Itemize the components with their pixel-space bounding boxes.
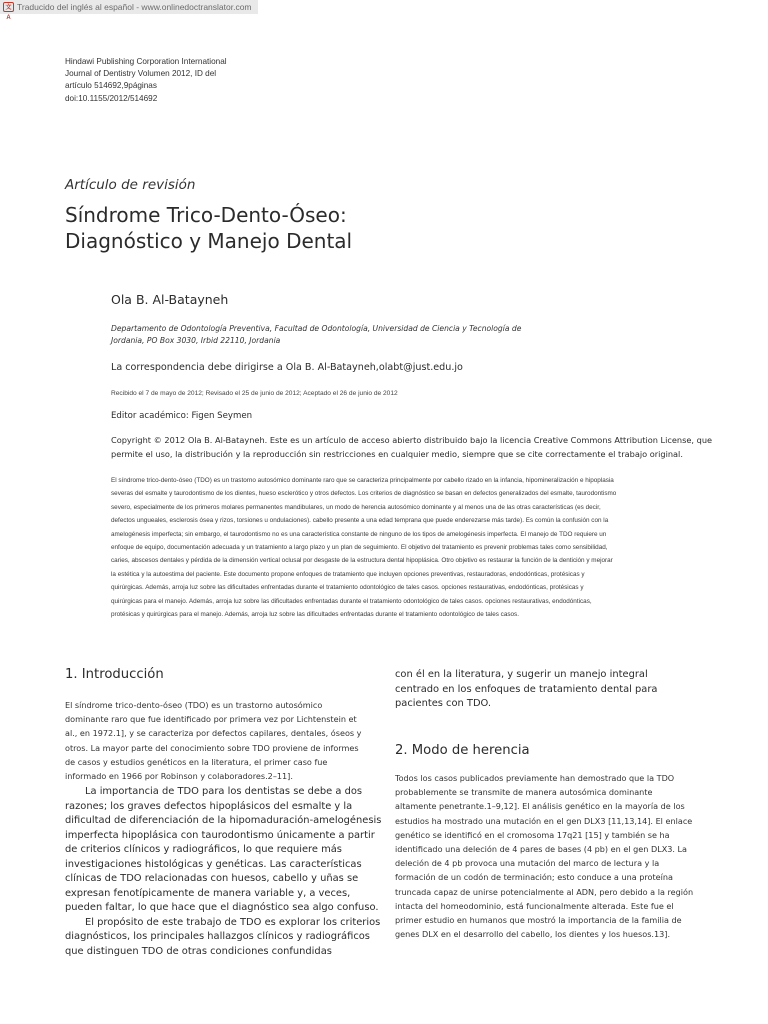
affiliation-line: Departamento de Odontología Preventiva, Facultad de Odontología, Universidad de Ciencia y Tecnología de xyxy=(111,324,522,333)
intro-paragraph-2 xyxy=(65,785,385,959)
article-dates: Recibido el 7 de mayo de 2012; Revisado el 25 de junio de 2012; Aceptado el 26 de junio de 2012 xyxy=(111,390,398,397)
paragraph-line: El síndrome trico-dento-óseo (TDO) es un trastorno autosómico xyxy=(65,700,323,710)
paragraph-line: intacta del homeodominio, está funcionalmente alterada. Este fue el xyxy=(395,900,674,911)
paragraph-line: primer estudio en humanos que mostró la importancia de la familia de xyxy=(395,915,682,926)
author-name: Ola B. Al-Batayneh xyxy=(111,292,229,307)
paragraph-line: dificultad de diferenciación de la hipomaduración-amelogénesis xyxy=(65,815,382,826)
paragraph-line: deleción de 4 pb provoca una mutación del marco de lectura y la xyxy=(395,858,660,869)
section-heading-introduction: 1. Introducción xyxy=(65,667,164,682)
translator-banner-text: Traducido del inglés al español - www.onlinedoctranslator.com xyxy=(17,2,252,12)
paragraph-line: clínicas de TDO relacionadas con huesos, cabello y uñas se xyxy=(65,873,359,884)
abstract-line: amelogénesis imperfecta; sin embargo, el taurodontismo no es una característica constante de ninguno de los tipos de amelogénesis imperfecta. El manejo de TDO requiere un xyxy=(111,530,607,538)
paragraph-line: dominante raro que fue identificado por primera vez por Lichtenstein et xyxy=(65,714,357,725)
author-affiliation xyxy=(111,323,551,346)
intro-continuation xyxy=(395,668,715,712)
paragraph-line: truncada capaz de unirse potencialmente al ADN, pero debido a la región xyxy=(395,886,694,897)
abstract-line: El síndrome trico-dento-óseo (TDO) es un trastorno autosómico dominante raro que se caracteriza principalmente por cabello rizado en la infancia, hipomineralización e hipoplasia xyxy=(111,477,614,484)
copyright-notice xyxy=(111,434,713,461)
paragraph-line: pueden faltar, lo que hace que el diagnóstico sea algo confuso. xyxy=(65,902,379,913)
affiliation-line: Jordania, PO Box 3030, Irbid 22110, Jordania xyxy=(111,335,281,345)
paragraph-line: otros. La mayor parte del conocimiento sobre TDO proviene de informes xyxy=(65,742,359,753)
paragraph-line: que distinguen TDO de otras condiciones confundidas xyxy=(65,945,332,957)
publication-info xyxy=(65,56,285,105)
paragraph-line: diagnósticos, los principales hallazgos clínicos y radiográficos xyxy=(65,931,370,942)
publication-info-line: Journal of Dentistry Volumen 2012, ID del xyxy=(65,69,217,79)
paragraph-line: de criterios clínicos y radiográficos, lo que requiere más xyxy=(65,844,342,855)
paragraph-line: El propósito de este trabajo de TDO es explorar los criterios xyxy=(85,916,381,928)
paragraph-line: Todos los casos publicados previamente han demostrado que la TDO xyxy=(395,773,675,783)
abstract-line: quirúrgicas para el manejo. Además, arroja luz sobre las dificultades enfrentadas durante el tratamiento odontológico de tales casos. opciones restaurativas, endodónticas, xyxy=(111,597,592,605)
paragraph-line: informado en 1966 por Robinson y colaboradores.2–11]. xyxy=(65,771,293,782)
abstract-line: caries, abscesos dentales y pérdida de la dimensión vertical oclusal por desgaste de la estructura dental hipoplásica. Otro objetivo es restaurar la función de la dentición y mejorar xyxy=(111,557,613,565)
correspondence: La correspondencia debe dirigirse a Ola B. Al-Batayneh,olabt@just.edu.jo xyxy=(111,362,463,373)
paragraph-line: probablemente se transmite de manera autosómica dominante xyxy=(395,787,653,798)
abstract-line: quirúrgicas. Además, arroja luz sobre las dificultades enfrentadas durante el tratamiento odontológico de tales casos. opciones restaurativas, endodónticas, protésicas y xyxy=(111,584,584,592)
paragraph-line: de casos y estudios genéticos en la literatura, el primer caso fue xyxy=(65,756,328,767)
copyright-line: permite el uso, la distribución y la reproducción sin restricciones en cualquier medio, siempre que se cite correctamente el trabajo original. xyxy=(111,448,683,459)
paragraph-line: al., en 1972.1], y se caracteriza por defectos capilares, dentales, óseos y xyxy=(65,728,362,739)
article-title-line: Diagnóstico y Manejo Dental xyxy=(65,228,353,253)
paragraph-line: La importancia de TDO para los dentistas se debe a dos xyxy=(85,786,363,797)
abstract-line: enfoque de equipo, documentación adecuada y un tratamiento a largo plazo y un plan de seguimiento. El objetivo del tratamiento es prevenir problemas tales como sensibilidad, xyxy=(111,544,608,552)
abstract-line: defectos ungueales, esclerosis ósea y rizos, torsiones u ondulaciones). cabello presente a una edad temprana que puede enderezarse más tarde). Es común la confusión con la xyxy=(111,517,609,525)
paragraph-line: con él en la literatura, y sugerir un manejo integral xyxy=(395,669,648,680)
paragraph-line: estudios ha mostrado una mutación en el gen DLX3 [11,13,14]. El enlace xyxy=(395,815,693,826)
inheritance-paragraph xyxy=(395,771,715,941)
paragraph-line: pacientes con TDO. xyxy=(395,698,492,709)
translator-banner[interactable] xyxy=(0,0,258,21)
abstract-line: severas del esmalte y taurodontismo de los dientes, hueso esclerótico y otros defectos. Los criterios de diagnóstico se basan en defectos generalizados del esmalte, taurodontismo xyxy=(111,490,617,498)
section-heading-inheritance: 2. Modo de herencia xyxy=(395,743,530,758)
paragraph-line: altamente penetrante.1–9,12]. El análisis genético en la mayoría de los xyxy=(395,801,685,812)
publication-info-line: Hindawi Publishing Corporation International xyxy=(65,57,227,66)
intro-paragraph-1 xyxy=(65,698,385,783)
article-title xyxy=(65,203,485,254)
abstract-line: protésicas y quirúrgicas para el manejo. Además, arroja luz sobre las dificultades enfrentadas durante el tratamiento odontológico de tales casos. xyxy=(111,611,519,619)
paragraph-line: investigaciones histológicas y genéticas. Las características xyxy=(65,858,362,870)
abstract-line: severo, especialmente de los primeros molares permanentes mandibulares, un modo de herencia autosómico dominante y al menos una de las otras características (es decir, xyxy=(111,503,601,511)
publication-info-line: artículo 514692,9páginas xyxy=(65,81,157,91)
document-translate-icon: 文A xyxy=(3,2,14,12)
article-title-line: Síndrome Trico-Dento-Óseo: xyxy=(65,203,347,227)
paragraph-line: centrado en los enfoques de tratamiento dental para xyxy=(395,683,658,695)
paragraph-line: genético se identificó en el cromosoma 17q21 [15] y también se ha xyxy=(395,829,670,840)
paragraph-line: identificado una deleción de 4 pares de bases (4 pb) en el gen DLX3. La xyxy=(395,844,688,855)
paragraph-line: genes DLX en el desarrollo del cabello, los dientes y los huesos.13]. xyxy=(395,929,671,940)
academic-editor: Editor académico: Figen Seymen xyxy=(111,411,253,421)
paragraph-line: formación de un codón de terminación; esto conduce a una proteína xyxy=(395,872,673,883)
abstract-line: la estética y la autoestima del paciente. Este documento propone enfoques de tratamiento que incluyen opciones preventivas, restauradoras, endodónticas, protésicas y xyxy=(111,570,585,578)
paragraph-line: expresan fenotípicamente de manera variable y, a veces, xyxy=(65,887,351,899)
copyright-line: Copyright © 2012 Ola B. Al-Batayneh. Este es un artículo de acceso abierto distribuido bajo la licencia Creative Commons Attribution License, que xyxy=(111,435,713,445)
article-type: Artículo de revisión xyxy=(65,177,196,193)
paragraph-line: razones; los graves defectos hipoplásicos del esmalte y la xyxy=(65,800,353,812)
paragraph-line: imperfecta hipoplásica con taurodontismo únicamente a partir xyxy=(65,829,375,841)
abstract xyxy=(111,474,711,621)
publication-info-line: doi:10.1155/2012/514692 xyxy=(65,93,158,103)
